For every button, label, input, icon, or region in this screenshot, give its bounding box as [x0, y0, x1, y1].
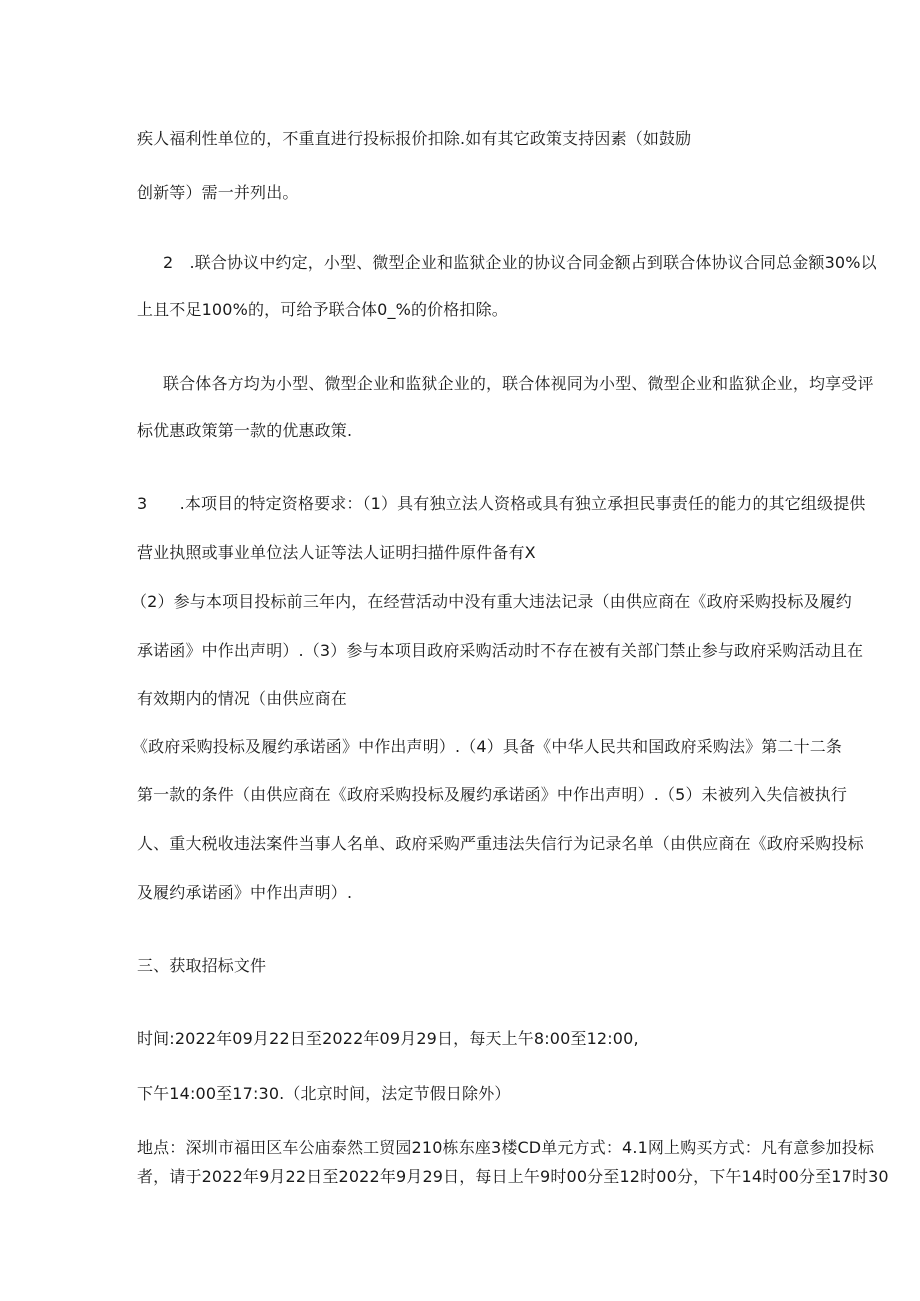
paragraph-line: 创新等）需一并列出。	[137, 183, 299, 202]
paragraph-line: 时间:2022年09月22日至2022年09月29日，每天上午8:00至12:00,	[137, 1029, 639, 1048]
paragraph-line: 营业执照或事业单位法人证等法人证明扫描件原件备有X	[137, 543, 536, 562]
paragraph-line: 上且不足100%的，可给予联合体0_%的价格扣除。	[137, 300, 508, 319]
paragraph-line: 及履约承诺函》中作出声明）.	[137, 883, 353, 902]
paragraph-line: 地点：深圳市福田区车公庙泰然工贸园210栋东座3楼CD单元方式：4.1网上购买方式：凡有意参加投标	[137, 1138, 875, 1157]
paragraph-line: 标优惠政策第一款的优惠政策.	[137, 421, 353, 440]
paragraph-line: 疾人福利性单位的，不重直进行投标报价扣除.如有其它政策支持因素（如鼓励	[137, 129, 692, 148]
paragraph-line: 有效期内的情况（由供应商在	[137, 689, 347, 708]
paragraph-line: 人、重大税收违法案件当事人名单、政府采购严重违法失信行为记录名单（由供应商在《政府采购投标	[137, 834, 864, 853]
paragraph-line: 联合体各方均为小型、微型企业和监狱企业的，联合体视同为小型、微型企业和监狱企业，均享受评	[163, 374, 874, 393]
paragraph-line: （2）参与本项目投标前三年内，在经营活动中没有重大违法记录（由供应商在《政府采购投标及履约	[131, 592, 852, 611]
paragraph-line: 《政府采购投标及履约承诺函》中作出声明）.（4）具备《中华人民共和国政府采购法》第二十二条	[132, 737, 843, 756]
paragraph-line: 3 .本项目的特定资格要求：（1）具有独立法人资格或具有独立承担民事责任的能力的其它组级提供	[137, 494, 866, 513]
paragraph-line: 2 .联合协议中约定，小型、微型企业和监狱企业的协议合同金额占到联合体协议合同总金额30%以	[163, 253, 877, 272]
paragraph-line: 承诺函》中作出声明）.（3）参与本项目政府采购活动时不存在被有关部门禁止参与政府采购活动且在	[137, 641, 864, 660]
paragraph-line: 者，请于2022年9月22日至2022年9月29日，每日上午9时00分至12时00分，下午14时00分至17时30	[137, 1167, 889, 1186]
paragraph-line: 下午14:00至17:30.（北京时间，法定节假日除外）	[137, 1084, 511, 1103]
paragraph-line: 第一款的条件（由供应商在《政府采购投标及履约承诺函》中作出声明）.（5）未被列入失信被执行	[137, 785, 848, 804]
section-heading: 三、获取招标文件	[137, 956, 267, 975]
